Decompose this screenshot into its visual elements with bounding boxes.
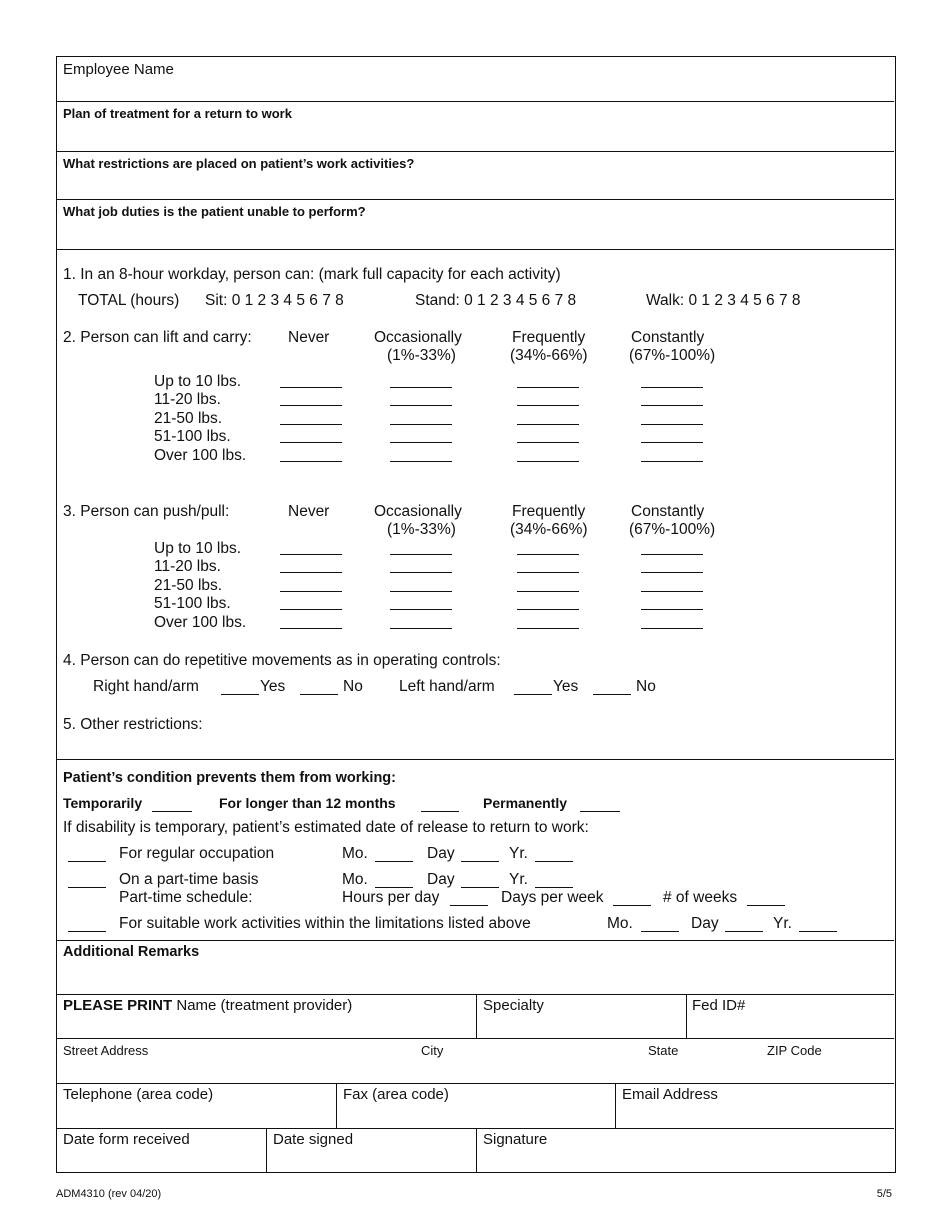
suitable-mo-label: Mo. [607,915,633,932]
q3-occasionally-blank[interactable] [390,554,452,555]
q3-occasionally-blank[interactable] [390,609,452,610]
q3-constantly-blank[interactable] [641,609,703,610]
q2-occasionally-blank[interactable] [390,387,452,388]
q2-never-blank[interactable] [280,387,342,388]
q3-never-blank[interactable] [280,554,342,555]
treatment-provider-label: Name (treatment provider) [176,997,353,1014]
q4-left-no-blank[interactable] [593,694,631,695]
q2-occasionally-blank[interactable] [390,424,452,425]
q3-never-blank[interactable] [280,572,342,573]
temporarily-label: Temporarily [63,795,143,811]
telephone-label[interactable]: Telephone (area code) [63,1086,214,1103]
email-address-label[interactable]: Email Address [622,1086,718,1103]
form-id: ADM4310 (rev 04/20) [56,1188,162,1200]
signature-label[interactable]: Signature [483,1131,548,1148]
q3-constantly-blank[interactable] [641,591,703,592]
q4-left-yes: Yes [553,678,579,695]
q4-left-no: No [636,678,656,695]
date-form-received-label[interactable]: Date form received [63,1131,190,1148]
q5-prompt: 5. Other restrictions: [63,716,203,733]
q3-occasionally-blank[interactable] [390,591,452,592]
q4-left-label: Left hand/arm [399,678,495,695]
regular-occupation-check-blank[interactable] [68,861,106,862]
days-per-week-label: Days per week [501,889,604,906]
q3-row-label: Over 100 lbs. [154,614,247,631]
q2-never-blank[interactable] [280,442,342,443]
q4-right-label: Right hand/arm [93,678,199,695]
plan-of-treatment-field[interactable] [57,102,894,152]
days-per-week-blank[interactable] [613,905,651,906]
q1-walk-scale[interactable]: Walk: 0 1 2 3 4 5 6 7 8 [646,292,801,309]
q3-never-blank[interactable] [280,628,342,629]
job-duties-label: What job duties is the patient unable to perform? [63,204,366,219]
q2-prompt: 2. Person can lift and carry: [63,329,252,346]
provider-name-row [57,995,894,1039]
restrictions-label: What restrictions are placed on patient’s work activities? [63,156,415,171]
q2-row-label: Over 100 lbs. [154,447,247,464]
q2-col-frequently-pct: (34%-66%) [510,347,588,364]
regular-day-label: Day [427,845,455,862]
address-row [57,1039,894,1084]
job-duties-field[interactable] [57,200,894,250]
q2-col-occasionally-pct: (1%-33%) [387,347,456,364]
q3-col-occasionally: Occasionally [374,503,462,520]
q3-col-frequently: Frequently [512,503,586,520]
q2-constantly-blank[interactable] [641,424,703,425]
q3-frequently-blank[interactable] [517,554,579,555]
q2-never-blank[interactable] [280,461,342,462]
divider [266,1129,267,1172]
q3-col-never: Never [288,503,330,520]
regular-occupation-label: For regular occupation [119,845,275,862]
additional-remarks-label: Additional Remarks [63,944,200,960]
q2-col-occasionally: Occasionally [374,329,462,346]
hours-per-day-label: Hours per day [342,889,440,906]
q3-col-frequently-pct: (34%-66%) [510,521,588,538]
q2-col-frequently: Frequently [512,329,586,346]
regular-yr-label: Yr. [509,845,528,862]
q3-frequently-blank[interactable] [517,591,579,592]
q3-row-label: 11-20 lbs. [154,558,221,575]
q4-left-yes-blank[interactable] [514,694,552,695]
q2-row-label: Up to 10 lbs. [154,373,242,390]
state-label[interactable]: State [648,1043,679,1058]
suitable-mo-blank[interactable] [641,931,679,932]
longer-than-12-months-label: For longer than 12 months [219,795,396,811]
q4-right-yes-blank[interactable] [221,694,259,695]
zip-code-label[interactable]: ZIP Code [767,1043,822,1058]
q2-frequently-blank[interactable] [517,424,579,425]
divider [476,995,477,1038]
contact-row [57,1084,894,1129]
page-number: 5/5 [876,1188,892,1200]
permanently-label: Permanently [483,795,568,811]
suitable-yr-label: Yr. [773,915,792,932]
q3-constantly-blank[interactable] [641,554,703,555]
restrictions-field[interactable] [57,152,894,200]
suitable-day-blank[interactable] [725,931,763,932]
q2-never-blank[interactable] [280,405,342,406]
q3-occasionally-blank[interactable] [390,572,452,573]
temporarily-blank[interactable] [152,811,192,812]
regular-mo-blank[interactable] [375,861,413,862]
condition-title: Patient’s condition prevents them from working: [63,770,396,786]
q2-occasionally-blank[interactable] [390,442,452,443]
q4-right-no: No [343,678,363,695]
q1-prompt: 1. In an 8-hour workday, person can: (mark full capacity for each activity) [63,266,561,283]
num-weeks-blank[interactable] [747,905,785,906]
q2-frequently-blank[interactable] [517,387,579,388]
parttime-schedule-label: Part-time schedule: [119,889,253,906]
divider [336,1084,337,1128]
employee-name-field[interactable] [57,57,894,102]
q3-prompt: 3. Person can push/pull: [63,503,230,520]
street-address-label[interactable]: Street Address [63,1043,149,1058]
q2-col-constantly-pct: (67%-100%) [629,347,716,364]
parttime-yr-blank[interactable] [535,887,573,888]
parttime-label: On a part-time basis [119,871,259,888]
q2-row-label: 11-20 lbs. [154,391,221,408]
q2-frequently-blank[interactable] [517,442,579,443]
parttime-mo-label: Mo. [342,871,368,888]
plan-of-treatment-label: Plan of treatment for a return to work [63,106,292,121]
q3-col-constantly-pct: (67%-100%) [629,521,716,538]
please-print-label: PLEASE PRINT [63,997,173,1014]
city-label[interactable]: City [421,1043,444,1058]
q3-occasionally-blank[interactable] [390,628,452,629]
q1-sit-scale[interactable]: Sit: 0 1 2 3 4 5 6 7 8 [205,292,344,309]
suitable-day-label: Day [691,915,719,932]
permanently-blank[interactable] [580,811,620,812]
q3-row-label: 51-100 lbs. [154,595,231,612]
q2-row-label: 51-100 lbs. [154,428,231,445]
fax-label[interactable]: Fax (area code) [343,1086,449,1103]
q2-never-blank[interactable] [280,424,342,425]
release-date-prompt: If disability is temporary, patient’s estimated date of release to return to work: [63,819,589,836]
num-weeks-label: # of weeks [663,889,738,906]
divider [615,1084,616,1128]
capacity-section [57,250,894,760]
q2-constantly-blank[interactable] [641,387,703,388]
q1-stand-scale[interactable]: Stand: 0 1 2 3 4 5 6 7 8 [415,292,577,309]
q2-occasionally-blank[interactable] [390,461,452,462]
provider-name-label[interactable] [63,997,352,1014]
condition-section [57,760,894,941]
q2-row-label: 21-50 lbs. [154,410,223,427]
date-row [57,1129,894,1172]
employee-name-label: Employee Name [63,61,174,78]
hours-per-day-blank[interactable] [450,905,488,906]
q2-occasionally-blank[interactable] [390,405,452,406]
q3-constantly-blank[interactable] [641,628,703,629]
fed-id-label[interactable]: Fed ID# [692,997,746,1014]
suitable-yr-blank[interactable] [799,931,837,932]
q3-never-blank[interactable] [280,591,342,592]
q3-col-constantly: Constantly [631,503,705,520]
divider [476,1129,477,1172]
q3-frequently-blank[interactable] [517,628,579,629]
q2-col-constantly: Constantly [631,329,705,346]
regular-day-blank[interactable] [461,861,499,862]
suitable-work-label: For suitable work activities within the limitations listed above [119,915,531,932]
parttime-day-label: Day [427,871,455,888]
parttime-mo-blank[interactable] [375,887,413,888]
q4-right-yes: Yes [260,678,286,695]
q2-frequently-blank[interactable] [517,405,579,406]
q2-constantly-blank[interactable] [641,405,703,406]
q1-total-label: TOTAL (hours) [78,292,180,309]
regular-yr-blank[interactable] [535,861,573,862]
q3-frequently-blank[interactable] [517,572,579,573]
q2-constantly-blank[interactable] [641,461,703,462]
q2-frequently-blank[interactable] [517,461,579,462]
q3-never-blank[interactable] [280,609,342,610]
q3-constantly-blank[interactable] [641,572,703,573]
q2-col-never: Never [288,329,330,346]
additional-remarks-field[interactable] [57,941,894,995]
date-signed-label[interactable]: Date signed [273,1131,354,1148]
q4-right-no-blank[interactable] [300,694,338,695]
return-to-work-form [56,56,896,1173]
parttime-day-blank[interactable] [461,887,499,888]
parttime-yr-label: Yr. [509,871,528,888]
q3-row-label: 21-50 lbs. [154,577,223,594]
divider [686,995,687,1038]
q3-row-label: Up to 10 lbs. [154,540,242,557]
q3-frequently-blank[interactable] [517,609,579,610]
longer-than-12-months-blank[interactable] [421,811,459,812]
q3-col-occasionally-pct: (1%-33%) [387,521,456,538]
suitable-work-check-blank[interactable] [68,931,106,932]
regular-mo-label: Mo. [342,845,368,862]
q4-prompt: 4. Person can do repetitive movements as in operating controls: [63,652,501,669]
specialty-label[interactable]: Specialty [483,997,544,1014]
q2-constantly-blank[interactable] [641,442,703,443]
parttime-check-blank[interactable] [68,887,106,888]
